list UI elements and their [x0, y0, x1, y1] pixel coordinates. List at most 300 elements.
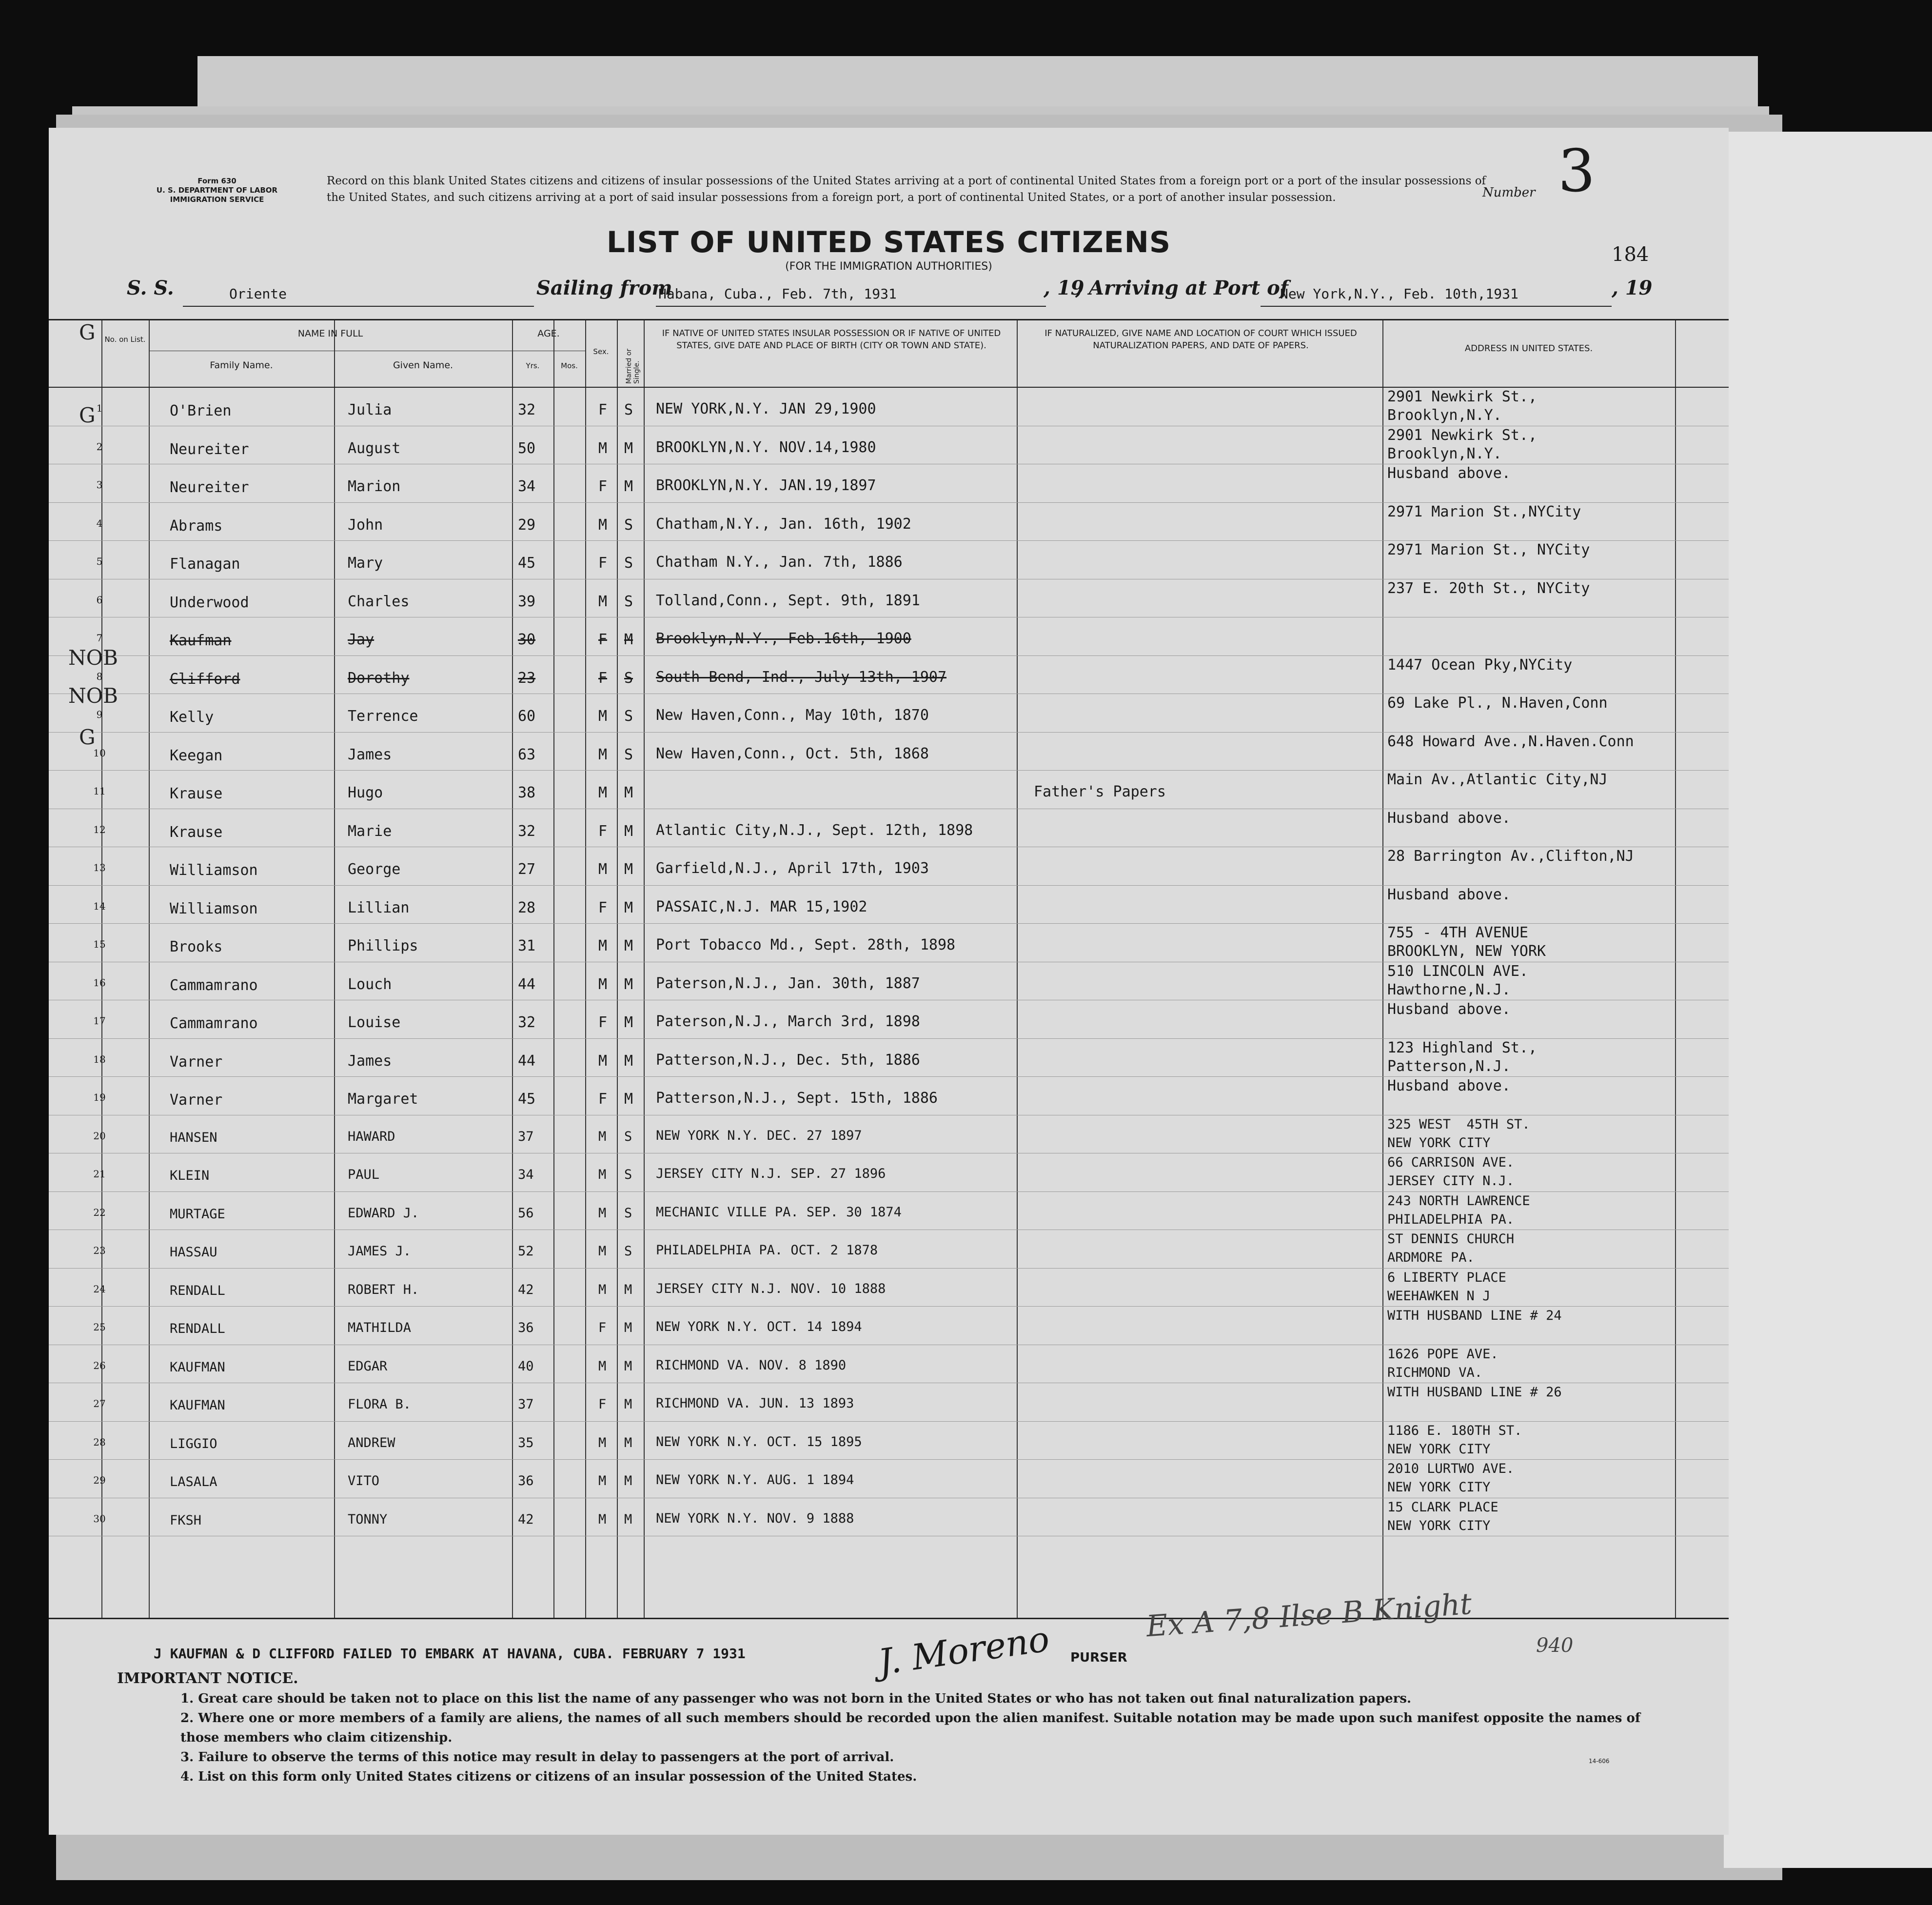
family-name: Keegan: [170, 747, 223, 764]
marital-status: M: [624, 1397, 632, 1412]
table-row: [49, 1000, 1729, 1038]
table-row: [49, 694, 1729, 732]
us-address: WITH HUSBAND LINE # 26: [1387, 1385, 1562, 1400]
given-name: Lillian: [348, 899, 410, 916]
birth-place-date: NEW YORK,N.Y. JAN 29,1900: [656, 400, 876, 417]
row-number: 30: [93, 1512, 106, 1525]
given-name: August: [348, 439, 401, 457]
us-address: WITH HUSBAND LINE # 24: [1387, 1308, 1562, 1323]
table-row: [49, 1153, 1729, 1191]
naturalization: Father's Papers: [1034, 783, 1166, 800]
marital-status: S: [624, 708, 633, 725]
form-header-block: [95, 177, 339, 204]
age-years: 35: [518, 1435, 534, 1450]
birth-place-date: Patterson,N.J., Dec. 5th, 1886: [656, 1051, 920, 1069]
birth-place-date: Chatham,N.Y., Jan. 16th, 1902: [656, 515, 911, 533]
form-number: Form 630: [197, 177, 237, 185]
row-number: 18: [93, 1053, 106, 1065]
us-address: 2901 Newkirk St., Brooklyn,N.Y.: [1387, 388, 1538, 424]
sailing-field: [656, 277, 1046, 307]
marital-status: M: [624, 975, 633, 993]
row-number: 7: [96, 632, 103, 644]
margin-note-row7: NOB: [68, 646, 118, 670]
sex: M: [598, 1244, 607, 1259]
us-address: ST DENNIS CHURCH ARDMORE PA.: [1387, 1231, 1515, 1265]
marital-status: M: [624, 1091, 633, 1108]
age-years: 32: [518, 822, 536, 840]
table-row: [49, 579, 1729, 617]
sex: M: [598, 1473, 607, 1488]
us-address: Husband above.: [1387, 1001, 1511, 1018]
ship-name: Oriente: [229, 286, 287, 302]
sex: F: [598, 1397, 607, 1412]
sex: M: [598, 746, 608, 763]
family-name: Krause: [170, 823, 223, 841]
family-name: Clifford: [170, 670, 240, 688]
family-name: HANSEN: [170, 1130, 217, 1145]
arriving-label: , Arriving at Port of: [1075, 277, 1289, 299]
family-name: FKSH: [170, 1512, 202, 1528]
year-label-1: , 19: [1044, 277, 1084, 299]
given-name: James: [348, 1052, 392, 1070]
family-name: Cammamrano: [170, 976, 258, 994]
sex: M: [598, 937, 608, 954]
row-number: 5: [96, 556, 103, 567]
age-years: 36: [518, 1473, 534, 1488]
marital-status: M: [624, 784, 633, 801]
row-number: 1: [96, 402, 103, 414]
marital-status: S: [624, 555, 633, 572]
table-row: [49, 1269, 1729, 1307]
age-years: 28: [518, 899, 536, 916]
table-row: [49, 464, 1729, 502]
table-row: [49, 924, 1729, 962]
age-years: 40: [518, 1358, 534, 1374]
important-notice: [117, 1669, 1677, 1786]
table-row: [49, 617, 1729, 655]
table-row: [49, 1039, 1729, 1077]
year-label-2: , 19: [1612, 277, 1653, 299]
margin-note-row9: G: [79, 725, 96, 749]
table-row: [49, 1115, 1729, 1153]
marital-status: M: [624, 1282, 632, 1297]
sex: F: [598, 555, 608, 572]
table-row: [49, 1498, 1729, 1536]
header-yrs: Yrs.: [526, 361, 540, 370]
sex: F: [598, 1014, 608, 1031]
sex: F: [598, 1320, 607, 1335]
birth-place-date: Chatham N.Y., Jan. 7th, 1886: [656, 554, 903, 571]
table-row: [49, 886, 1729, 924]
birth-place-date: Garfield,N.J., April 17th, 1903: [656, 860, 929, 877]
margin-note-header: G: [79, 320, 96, 344]
us-address: 325 WEST 45TH ST. NEW YORK CITY: [1387, 1116, 1530, 1151]
notice-item: 1. Great care should be taken not to place on this list the name of any passenger who was not born in the United States or who has not taken out final naturalization papers.: [180, 1691, 1412, 1706]
given-name: Marion: [348, 478, 401, 495]
table-row: [49, 809, 1729, 847]
row-number: 9: [96, 709, 103, 720]
sex: M: [598, 1435, 607, 1450]
birth-place-date: Paterson,N.J., Jan. 30th, 1887: [656, 974, 920, 992]
family-name: Varner: [170, 1053, 223, 1071]
table-row: [49, 847, 1729, 885]
family-name: Neureiter: [170, 479, 249, 496]
marital-status: S: [624, 593, 633, 610]
age-years: 50: [518, 439, 536, 457]
table-row: [49, 1422, 1729, 1460]
age-years: 60: [518, 708, 536, 725]
us-address: Husband above.: [1387, 465, 1511, 482]
birth-place-date: NEW YORK N.Y. OCT. 14 1894: [656, 1319, 862, 1334]
birth-place-date: NEW YORK N.Y. NOV. 9 1888: [656, 1510, 854, 1526]
given-name: Marie: [348, 822, 392, 840]
given-name: Hugo: [348, 784, 383, 801]
row-number: 8: [96, 670, 103, 682]
table-row: [49, 503, 1729, 541]
us-address: 755 - 4TH AVENUE BROOKLYN, NEW YORK: [1387, 924, 1546, 960]
sex: M: [598, 1282, 607, 1297]
sex: M: [598, 1129, 607, 1144]
age-years: 45: [518, 1091, 536, 1108]
margin-note-row8: NOB: [68, 684, 118, 708]
family-name: Williamson: [170, 900, 258, 917]
birth-place-date: RICHMOND VA. NOV. 8 1890: [656, 1357, 847, 1373]
given-name: Phillips: [348, 937, 418, 954]
given-name: MATHILDA: [348, 1320, 412, 1335]
birth-place-date: NEW YORK N.Y. OCT. 15 1895: [656, 1434, 862, 1449]
marital-status: M: [624, 1435, 632, 1450]
row-number: 4: [96, 517, 103, 529]
marital-status: M: [624, 439, 633, 457]
family-name: Neureiter: [170, 440, 249, 458]
row-number: 21: [93, 1168, 106, 1180]
marital-status: M: [624, 1511, 632, 1527]
birth-place-date: PASSAIC,N.J. MAR 15,1902: [656, 898, 867, 915]
row-number: 17: [93, 1015, 106, 1027]
department-name: U. S. DEPARTMENT OF LABOR: [156, 186, 278, 195]
table-row: [49, 656, 1729, 694]
birth-place-date: Port Tobacco Md., Sept. 28th, 1898: [656, 936, 956, 953]
sex: F: [598, 401, 608, 418]
row-number: 16: [93, 976, 106, 989]
given-name: VITO: [348, 1473, 380, 1488]
page-subtitle: (FOR THE IMMIGRATION AUTHORITIES): [785, 260, 992, 273]
sex: F: [598, 1091, 608, 1108]
age-years: 32: [518, 1014, 536, 1031]
table-row: [49, 1077, 1729, 1115]
given-name: Jay: [348, 631, 375, 648]
age-years: 45: [518, 555, 536, 572]
marital-status: M: [624, 478, 633, 495]
failed-embark-note: J KAUFMAN & D CLIFFORD FAILED TO EMBARK AT HAVANA, CUBA. FEBRUARY 7 1931: [154, 1646, 746, 1662]
header-name-in-full: NAME IN FULL: [297, 328, 363, 339]
birth-place-date: MECHANIC VILLE PA. SEP. 30 1874: [656, 1204, 902, 1220]
notice-item: 3. Failure to observe the terms of this notice may result in delay to passengers at the port of arrival.: [180, 1750, 894, 1765]
given-name: TONNY: [348, 1511, 388, 1527]
given-name: HAWARD: [348, 1129, 395, 1144]
sex: M: [598, 975, 608, 993]
marital-status: M: [624, 1052, 633, 1070]
birth-place-date: New Haven,Conn., Oct. 5th, 1868: [656, 745, 929, 762]
table-row: [49, 1230, 1729, 1268]
row-number: 28: [93, 1436, 106, 1448]
marital-status: M: [624, 861, 633, 878]
family-name: Williamson: [170, 862, 258, 879]
page-title: LIST OF UNITED STATES CITIZENS: [606, 225, 1171, 259]
row-number: 11: [93, 785, 106, 797]
header-married: Married or Single.: [625, 348, 641, 384]
table-row: [49, 733, 1729, 771]
header-address: ADDRESS IN UNITED STATES.: [1464, 343, 1593, 354]
number-label: Number: [1482, 185, 1536, 200]
marital-status: M: [624, 1014, 633, 1031]
purser-label: PURSER: [1070, 1650, 1127, 1665]
age-years: 44: [518, 975, 536, 993]
manifest-sheet: [49, 128, 1729, 1835]
marital-status: M: [624, 822, 633, 840]
table-row: [49, 388, 1729, 426]
sex: M: [598, 1052, 608, 1070]
row-number: 27: [93, 1398, 106, 1409]
us-address: 69 Lake Pl., N.Haven,Conn: [1387, 695, 1608, 712]
sex: M: [598, 1205, 607, 1221]
sex: M: [598, 708, 608, 725]
notice-title: IMPORTANT NOTICE.: [117, 1670, 298, 1687]
given-name: FLORA B.: [348, 1397, 412, 1412]
table-row: [49, 541, 1729, 579]
birth-place-date: Paterson,N.J., March 3rd, 1898: [656, 1013, 920, 1030]
sex: F: [598, 478, 608, 495]
row-number: 15: [93, 938, 106, 950]
given-name: Terrence: [348, 708, 418, 725]
given-name: Louise: [348, 1014, 401, 1031]
table-row: [49, 1307, 1729, 1345]
given-name: Mary: [348, 555, 383, 572]
row-number: 14: [93, 900, 106, 912]
form-code: 14-606: [1589, 1758, 1610, 1765]
marital-status: M: [624, 937, 633, 954]
given-name: PAUL: [348, 1167, 380, 1182]
age-years: 34: [518, 1167, 534, 1182]
age-years: 29: [518, 516, 536, 534]
family-name: LIGGIO: [170, 1436, 217, 1451]
table-row: [49, 962, 1729, 1000]
row-number: 19: [93, 1091, 106, 1103]
birth-place-date: NEW YORK N.Y. AUG. 1 1894: [656, 1472, 854, 1488]
family-name: MURTAGE: [170, 1206, 225, 1222]
us-address: Main Av.,Atlantic City,NJ: [1387, 771, 1608, 788]
arriving-value: New York,N.Y., Feb. 10th,1931: [1280, 286, 1518, 302]
family-name: Krause: [170, 785, 223, 802]
given-name: Louch: [348, 975, 392, 993]
family-name: KAUFMAN: [170, 1398, 225, 1413]
handwritten-number: 940: [1536, 1634, 1574, 1657]
given-name: ROBERT H.: [348, 1282, 419, 1297]
sex: M: [598, 439, 608, 457]
row-number: 2: [96, 440, 103, 453]
family-name: Kaufman: [170, 632, 232, 649]
us-address: Husband above.: [1387, 1077, 1511, 1094]
service-name: IMMIGRATION SERVICE: [170, 195, 264, 204]
family-name: Cammamrano: [170, 1015, 258, 1032]
number-value: 3: [1558, 138, 1596, 205]
sex: M: [598, 784, 608, 801]
table-body: [49, 320, 1729, 1618]
family-name: RENDALL: [170, 1283, 225, 1298]
age-years: 36: [518, 1320, 534, 1335]
us-address: 6 LIBERTY PLACE WEEHAWKEN N J: [1387, 1270, 1506, 1304]
adjacent-page: [1724, 132, 1932, 1868]
given-name: EDGAR: [348, 1358, 388, 1374]
row-number: 29: [93, 1474, 106, 1486]
given-name: ANDREW: [348, 1435, 395, 1450]
row-number: 26: [93, 1359, 106, 1371]
birth-place-date: Patterson,N.J., Sept. 15th, 1886: [656, 1090, 938, 1107]
header-birth: IF NATIVE OF UNITED STATES INSULAR POSSESSION OR IF NATIVE OF UNITED STATES, GIVE DATE AND PLACE OF BIRTH (CITY OR TOWN AND STATE).: [662, 328, 1001, 351]
marital-status: S: [624, 516, 633, 534]
family-name: RENDALL: [170, 1321, 225, 1336]
marital-status: S: [624, 669, 633, 687]
us-address: 1447 Ocean Pky,NYCity: [1387, 656, 1573, 674]
age-years: 38: [518, 784, 536, 801]
given-name: EDWARD J.: [348, 1205, 419, 1221]
us-address: 2010 LURTWO AVE. NEW YORK CITY: [1387, 1461, 1515, 1495]
header-age: AGE.: [537, 328, 560, 339]
ss-label: S. S.: [127, 277, 174, 299]
header-given-name: Given Name.: [393, 360, 453, 371]
age-years: 31: [518, 937, 536, 954]
given-name: George: [348, 861, 401, 878]
age-years: 27: [518, 861, 536, 878]
table-row: [49, 426, 1729, 464]
family-name: Underwood: [170, 594, 249, 611]
marital-status: S: [624, 1129, 632, 1144]
marital-status: M: [624, 1320, 632, 1335]
marital-status: M: [624, 1473, 632, 1488]
us-address: Husband above.: [1387, 886, 1511, 903]
given-name: Dorothy: [348, 669, 410, 687]
age-years: 30: [518, 631, 536, 648]
birth-place-date: Brooklyn,N.Y., Feb.16th, 1900: [656, 630, 911, 647]
family-name: LASALA: [170, 1474, 217, 1489]
age-years: 44: [518, 1052, 536, 1070]
arriving-field: [1261, 277, 1612, 307]
marital-status: M: [624, 1358, 632, 1374]
family-name: Abrams: [170, 517, 223, 535]
notice-item: 4. List on this form only United States citizens or citizens of an insular possession of the United States.: [180, 1769, 917, 1784]
row-number: 20: [93, 1130, 106, 1142]
given-name: Margaret: [348, 1091, 418, 1108]
row-number: 3: [96, 479, 103, 491]
birth-place-date: JERSEY CITY N.J. NOV. 10 1888: [656, 1281, 886, 1296]
sex: M: [598, 861, 608, 878]
sex: F: [598, 822, 608, 840]
birth-place-date: JERSEY CITY N.J. SEP. 27 1896: [656, 1166, 886, 1181]
us-address: 648 Howard Ave.,N.Haven.Conn: [1387, 733, 1634, 750]
given-name: John: [348, 516, 383, 534]
margin-note-row1: G: [79, 403, 96, 427]
handwritten-note: Ex A 7,8 Ilse B Knight: [1145, 1587, 1473, 1644]
notice-item: 2. Where one or more members of a family are aliens, the names of all such members should be recorded upon the alien manifest. Suitable notation may be made upon such manifest opposite the names of those members who claim citizenship.: [180, 1711, 1641, 1745]
marital-status: M: [624, 631, 633, 648]
row-number: 25: [93, 1321, 106, 1333]
age-years: 52: [518, 1244, 534, 1259]
age-years: 37: [518, 1129, 534, 1144]
given-name: Julia: [348, 401, 392, 418]
family-name: KAUFMAN: [170, 1359, 225, 1375]
marital-status: S: [624, 1205, 632, 1221]
sex: F: [598, 669, 608, 687]
page-number: 184: [1612, 243, 1649, 266]
header-naturalized: IF NATURALIZED, GIVE NAME AND LOCATION OF COURT WHICH ISSUED NATURALIZATION PAPERS, AND DATE OF PAPERS.: [1045, 328, 1357, 351]
us-address: 2971 Marion St., NYCity: [1387, 541, 1590, 558]
sex: M: [598, 516, 608, 534]
us-address: 243 NORTH LAWRENCE PHILADELPHIA PA.: [1387, 1193, 1530, 1227]
given-name: JAMES J.: [348, 1244, 412, 1259]
birth-place-date: PHILADELPHIA PA. OCT. 2 1878: [656, 1243, 878, 1258]
us-address: 1186 E. 180TH ST. NEW YORK CITY: [1387, 1423, 1522, 1457]
birth-place-date: New Haven,Conn., May 10th, 1870: [656, 707, 929, 724]
us-address: 1626 POPE AVE. RICHMOND VA.: [1387, 1346, 1498, 1380]
us-address: 510 LINCOLN AVE. Hawthorne,N.J.: [1387, 962, 1528, 998]
us-address: 2901 Newkirk St., Brooklyn,N.Y.: [1387, 426, 1538, 462]
us-address: 28 Barrington Av.,Clifton,NJ: [1387, 848, 1634, 865]
header-sex: Sex.: [593, 347, 609, 356]
family-name: Varner: [170, 1091, 223, 1109]
row-number: 12: [93, 823, 106, 835]
us-address: Husband above.: [1387, 809, 1511, 827]
family-name: HASSAU: [170, 1245, 217, 1260]
sex: M: [598, 593, 608, 610]
age-years: 42: [518, 1511, 534, 1527]
age-years: 63: [518, 746, 536, 763]
age-years: 34: [518, 478, 536, 495]
family-name: KLEIN: [170, 1168, 210, 1183]
age-years: 56: [518, 1205, 534, 1221]
header-mos: Mos.: [561, 361, 578, 370]
birth-place-date: BROOKLYN,N.Y. NOV.14,1980: [656, 438, 876, 456]
manifest-table: [49, 319, 1729, 1619]
table-row: [49, 1460, 1729, 1498]
family-name: Flanagan: [170, 556, 240, 573]
birth-place-date: NEW YORK N.Y. DEC. 27 1897: [656, 1128, 862, 1143]
birth-place-date: BROOKLYN,N.Y. JAN.19,1897: [656, 477, 876, 494]
family-name: Kelly: [170, 709, 214, 726]
header-family-name: Family Name.: [210, 360, 273, 371]
us-address: 123 Highland St., Patterson,N.J.: [1387, 1039, 1538, 1075]
purser-signature: J. Moreno: [875, 1618, 1052, 1683]
sex: M: [598, 1511, 607, 1527]
row-number: 22: [93, 1206, 106, 1218]
table-row: [49, 771, 1729, 809]
instruction-text: Record on this blank United States citizens and citizens of insular possessions of the United States arriving at a port of continental United States from a foreign port or a port of the insular possessions of the United States, and such citizens arriving at a port of said insular possessions from a foreign port, a port of continental United States, or a port of another insular possession.: [327, 175, 1486, 204]
given-name: Charles: [348, 593, 410, 610]
marital-status: S: [624, 401, 633, 418]
marital-status: S: [624, 746, 633, 763]
sailing-label: Sailing from: [536, 277, 672, 299]
birth-place-date: Atlantic City,N.J., Sept. 12th, 1898: [656, 821, 973, 839]
birth-place-date: Tolland,Conn., Sept. 9th, 1891: [656, 592, 920, 609]
marital-status: S: [624, 1244, 632, 1259]
table-row: [49, 1383, 1729, 1421]
us-address: 15 CLARK PLACE NEW YORK CITY: [1387, 1499, 1498, 1533]
row-number: 24: [93, 1283, 106, 1295]
marital-status: S: [624, 1167, 632, 1182]
age-years: 37: [518, 1397, 534, 1412]
us-address: 237 E. 20th St., NYCity: [1387, 579, 1590, 597]
family-name: Brooks: [170, 938, 223, 955]
sailing-value: Habana, Cuba., Feb. 7th, 1931: [658, 286, 897, 302]
